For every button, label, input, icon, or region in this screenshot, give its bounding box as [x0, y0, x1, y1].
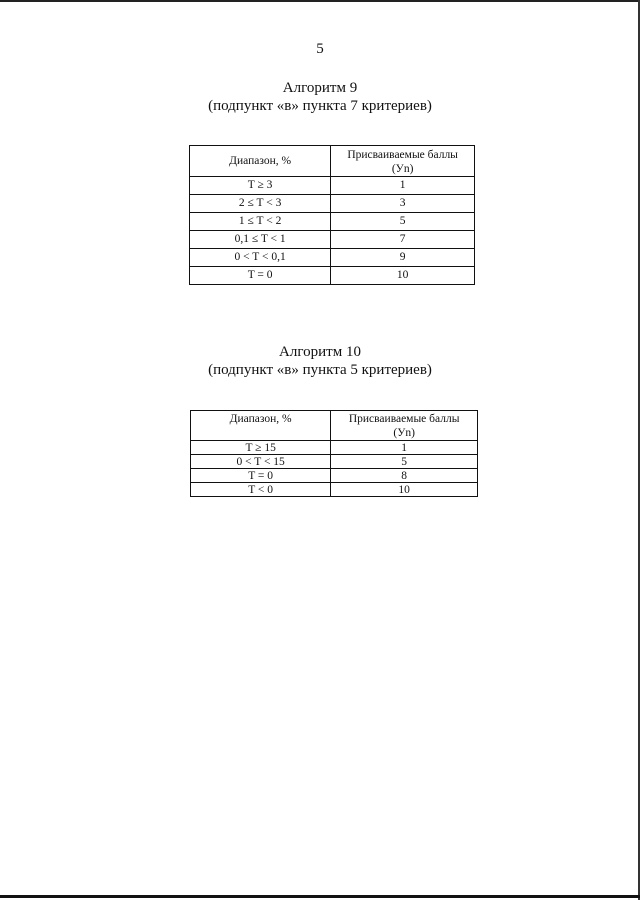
header-score-line2: (Уn) — [391, 162, 414, 175]
score-cell: 9 — [331, 249, 475, 267]
header-score — [331, 146, 475, 177]
range-cell: 1 ≤ T < 2 — [190, 213, 331, 231]
scan-edge-bottom — [0, 895, 640, 898]
table-row — [191, 483, 478, 497]
scan-edge-top — [0, 0, 640, 2]
score-cell: 5 — [331, 213, 475, 231]
range-cell: 2 ≤ T < 3 — [190, 195, 331, 213]
score-cell: 10 — [331, 483, 478, 497]
range-cell: T = 0 — [191, 469, 331, 483]
range-cell: 0 < T < 15 — [191, 455, 331, 469]
header-score — [331, 411, 478, 441]
table-row — [191, 441, 478, 455]
table-row — [190, 177, 475, 195]
algorithm-10-heading — [0, 343, 640, 379]
header-score-line1: Присваиваемые баллы — [348, 412, 460, 425]
algorithm-9-heading — [0, 79, 640, 115]
range-cell: T < 0 — [191, 483, 331, 497]
range-cell: 0 < T < 0,1 — [190, 249, 331, 267]
table-row — [190, 267, 475, 285]
algorithm-9-table — [189, 145, 475, 285]
algorithm-9-title: Алгоритм 9 — [282, 80, 358, 96]
table-row — [190, 213, 475, 231]
table-row — [190, 195, 475, 213]
table-row — [190, 231, 475, 249]
page-number: 5 — [316, 41, 324, 57]
algorithm-10-table — [190, 410, 478, 497]
range-cell: 0,1 ≤ T < 1 — [190, 231, 331, 249]
score-cell: 1 — [331, 441, 478, 455]
header-range: Диапазон, % — [191, 411, 331, 441]
header-score-line1: Присваиваемые баллы — [347, 148, 458, 161]
score-cell: 1 — [331, 177, 475, 195]
table-row — [191, 455, 478, 469]
table-row — [190, 249, 475, 267]
score-cell: 8 — [331, 469, 478, 483]
table-header-row — [191, 411, 478, 441]
table-row — [191, 469, 478, 483]
range-cell: T ≥ 3 — [190, 177, 331, 195]
range-cell: T = 0 — [190, 267, 331, 285]
algorithm-10-subtitle: (подпункт «в» пункта 5 критериев) — [208, 362, 432, 378]
algorithm-10-title: Алгоритм 10 — [279, 344, 361, 360]
range-cell: T ≥ 15 — [191, 441, 331, 455]
table-header-row — [190, 146, 475, 177]
score-cell: 7 — [331, 231, 475, 249]
header-score-line2: (Уn) — [393, 426, 415, 439]
score-cell: 3 — [331, 195, 475, 213]
score-cell: 5 — [331, 455, 478, 469]
header-range: Диапазон, % — [190, 146, 331, 177]
algorithm-9-subtitle: (подпункт «в» пункта 7 критериев) — [208, 98, 432, 114]
score-cell: 10 — [331, 267, 475, 285]
